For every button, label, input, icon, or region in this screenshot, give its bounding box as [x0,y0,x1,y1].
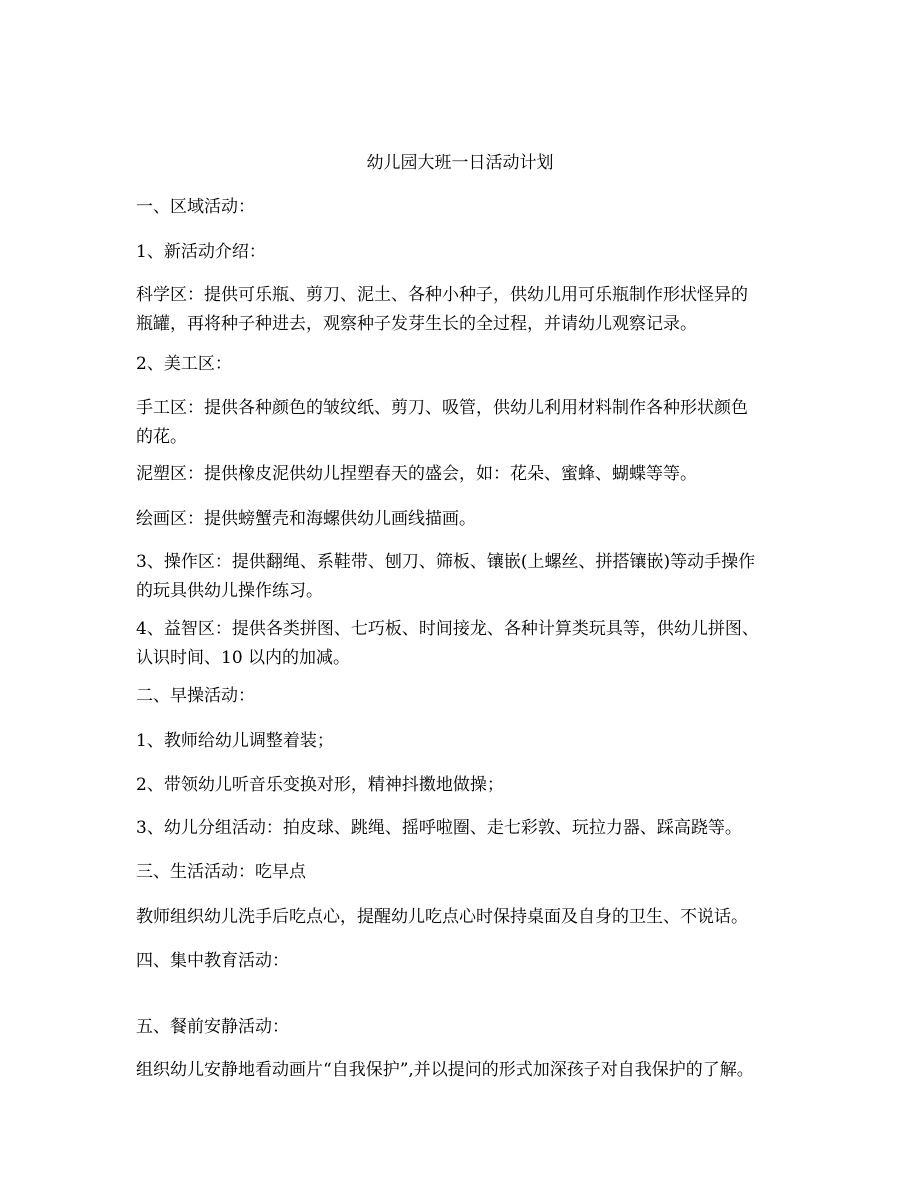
text-line: 组织幼儿安静地看动画片“自我保护”,并以提问的形式加深孩子对自我保护的了解。 [136,1060,754,1080]
paragraph [136,771,796,800]
text-line: 3、幼儿分组活动：拍皮球、跳绳、摇呼啦圈、走七彩敦、玩拉力器、踩高跷等。 [136,818,742,838]
text-line: 二、早操活动： [136,686,255,706]
paragraph [136,727,796,756]
paragraph [136,814,796,843]
text-line: 1、新活动介绍： [136,242,266,262]
text-line: 绘画区：提供螃蟹壳和海螺供幼儿画线描画。 [136,509,476,529]
text-line: 2、带领幼儿听音乐变换对形，精神抖擞地做操； [136,775,504,795]
section-heading-2 [136,682,796,711]
text-line: 泥塑区：提供橡皮泥供幼儿捏塑春天的盛会，如：花朵、蜜蜂、蝴蝶等等。 [136,464,697,484]
text-line: 2、美工区： [136,354,232,374]
text-line: 认识时间、10 以内的加减。 [136,648,351,668]
text-line: 四、集中教育活动： [136,951,289,971]
text-line: 教师组织幼儿洗手后吃点心，提醒幼儿吃点心时保持桌面及自身的卫生、不说话。 [136,907,748,927]
text-line: 科学区：提供可乐瓶、剪刀、泥土、各种小种子，供幼儿用可乐瓶制作形状怪异的 [136,285,748,305]
paragraph [136,460,796,489]
paragraph [136,505,796,534]
text-line: 手工区：提供各种颜色的皱纹纸、剪刀、吸管，供幼儿利用材料制作各种形状颜色 [136,398,748,418]
paragraph [136,615,796,673]
text-line: 3、操作区：提供翻绳、系鞋带、刨刀、筛板、镶嵌(上螺丝、拼搭镶嵌)等动手操作 [136,552,756,572]
text-line: 瓶罐，再将种子种进去，观察种子发芽生长的全过程，并请幼儿观察记录。 [136,314,697,334]
paragraph [136,350,796,379]
paragraph [136,281,796,339]
section-heading-1 [136,193,796,222]
text-line: 的玩具供幼儿操作练习。 [136,581,323,601]
text-line: 1、教师给幼儿调整着装； [136,731,334,751]
text-line: 4、益智区：提供各类拼图、七巧板、时间接龙、各种计算类玩具等，供幼儿拼图、 [136,619,759,639]
paragraph [136,548,796,606]
document-title: 幼儿园大班一日活动计划 [366,153,554,173]
paragraph [136,238,796,267]
text-line: 五、餐前安静活动： [136,1017,289,1037]
text-line: 三、生活活动：吃早点 [136,862,306,882]
paragraph [136,394,796,452]
section-heading-5 [136,1013,796,1042]
paragraph [136,903,796,932]
text-line: 一、区域活动： [136,197,255,217]
text-line: 的花。 [136,427,187,447]
section-heading-3 [136,858,796,887]
section-heading-4 [136,947,796,976]
paragraph [136,1056,796,1085]
